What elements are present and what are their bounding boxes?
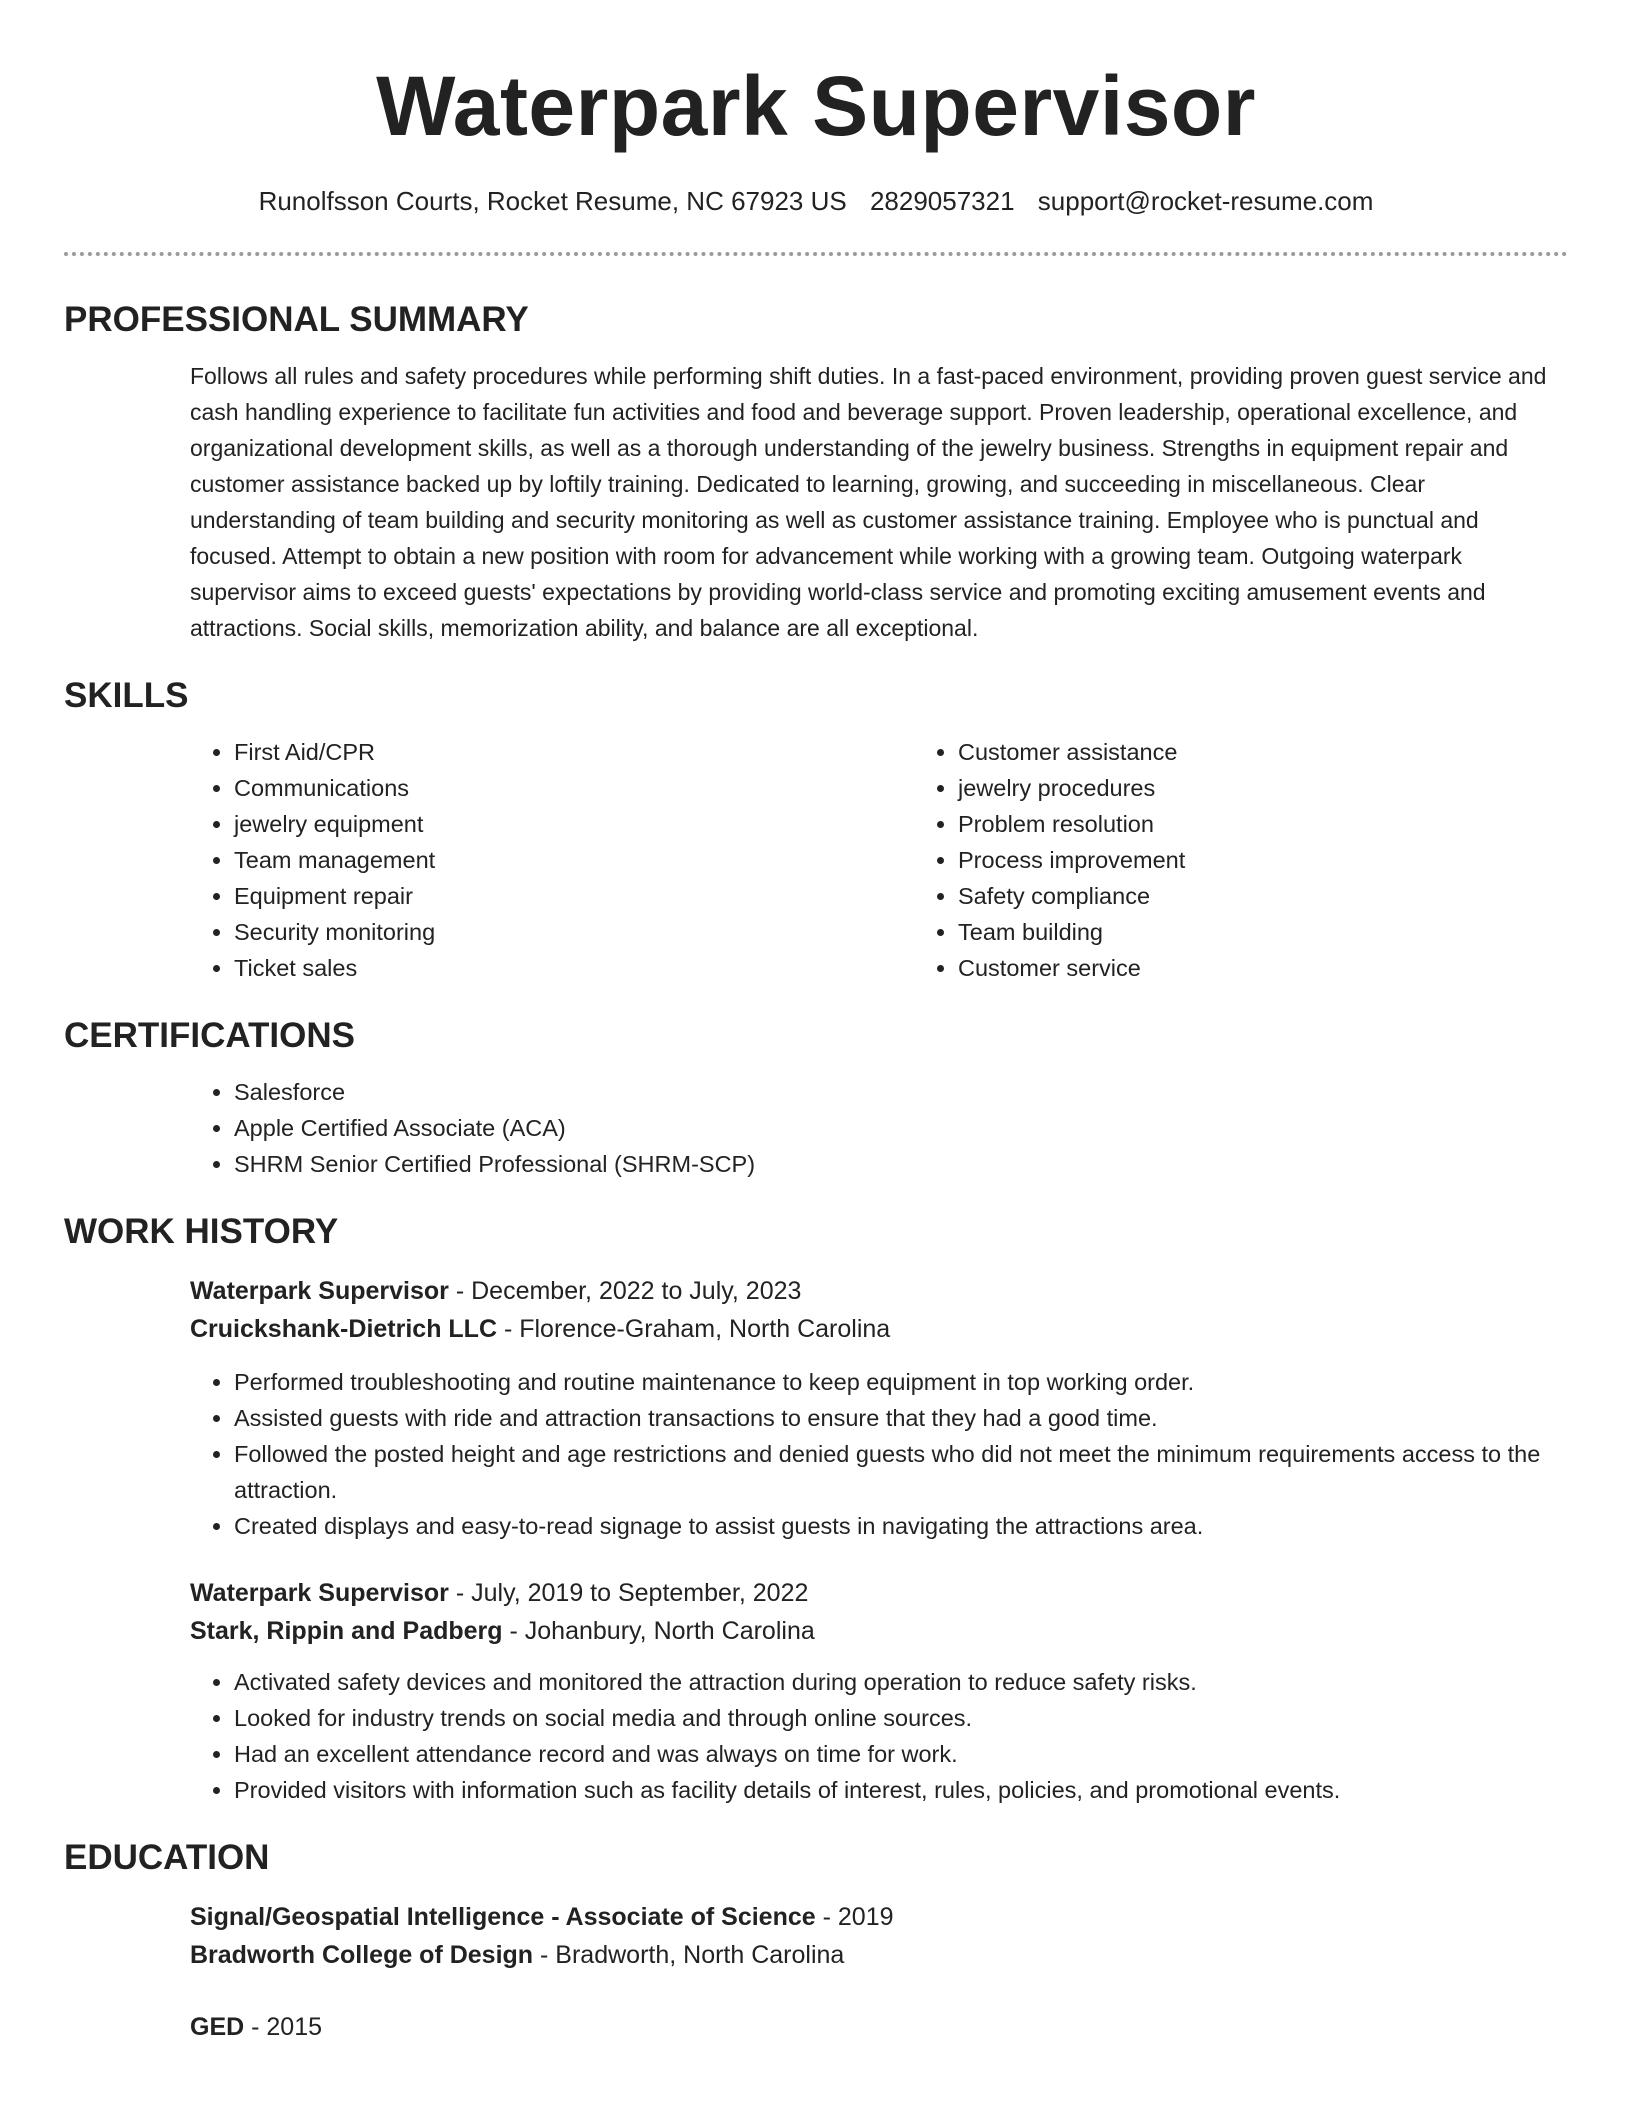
job-role: Waterpark Supervisor	[190, 1277, 449, 1305]
list-item: • jewelry equipment	[234, 806, 914, 842]
job-duties-list	[190, 1664, 1568, 1808]
job-title-line	[190, 1272, 1568, 1310]
list-item: • First Aid/CPR	[234, 734, 914, 770]
list-item: • Security monitoring	[234, 914, 914, 950]
list-item: • Equipment repair	[234, 878, 914, 914]
work-history-heading: WORK HISTORY	[64, 1212, 339, 1251]
job-location: - Florence-Graham, North Carolina	[497, 1315, 891, 1343]
list-item: • Process improvement	[958, 842, 1632, 878]
summary-heading: PROFESSIONAL SUMMARY	[64, 300, 529, 339]
list-item: • Salesforce	[234, 1074, 1568, 1110]
list-item: • Created displays and easy-to-read signage to assist guests in navigating the attractions area.	[234, 1508, 1568, 1544]
job-role: Waterpark Supervisor	[190, 1579, 449, 1607]
education-year: - 2019	[815, 1903, 894, 1931]
list-item: • Safety compliance	[958, 878, 1632, 914]
list-item: • Looked for industry trends on social media and through online sources.	[234, 1700, 1568, 1736]
job-company-line	[190, 1310, 1568, 1348]
contact-line	[64, 184, 1568, 218]
summary-section	[64, 298, 1568, 646]
list-item: • Ticket sales	[234, 950, 914, 986]
list-item: • Team management	[234, 842, 914, 878]
education-school-line	[190, 1936, 1568, 1974]
list-item: • Problem resolution	[958, 806, 1632, 842]
skills-heading: SKILLS	[64, 676, 189, 715]
resume-page	[64, 0, 1568, 2046]
header-divider	[64, 252, 1568, 256]
list-item: • jewelry procedures	[958, 770, 1632, 806]
skills-list-right	[914, 734, 1632, 986]
job-entry	[64, 1272, 1568, 1544]
list-item: • SHRM Senior Certified Professional (SHRM-SCP)	[234, 1146, 1568, 1182]
education-degree: GED	[190, 2013, 245, 2041]
job-location: - Johanbury, North Carolina	[502, 1617, 815, 1645]
education-heading: EDUCATION	[64, 1838, 270, 1877]
education-location: - Bradworth, North Carolina	[533, 1941, 845, 1969]
education-entry	[64, 1898, 1568, 1974]
list-item: • Customer service	[958, 950, 1632, 986]
list-item: • Customer assistance	[958, 734, 1632, 770]
education-entry	[64, 2008, 1568, 2046]
job-dates: - July, 2019 to September, 2022	[448, 1579, 809, 1607]
certifications-heading: CERTIFICATIONS	[64, 1016, 356, 1055]
certifications-list	[190, 1074, 1568, 1182]
contact-address: Runolfsson Courts, Rocket Resume, NC 67923 US	[258, 186, 847, 216]
list-item: • Team building	[958, 914, 1632, 950]
contact-phone: 2829057321	[869, 186, 1015, 216]
list-item: • Apple Certified Associate (ACA)	[234, 1110, 1568, 1146]
job-company-line	[190, 1612, 1568, 1650]
candidate-name: Waterpark Supervisor	[376, 59, 1256, 153]
job-title-line	[190, 1574, 1568, 1612]
education-degree-line	[190, 2008, 1568, 2046]
certifications-section	[64, 1014, 1568, 1182]
education-degree: Signal/Geospatial Intelligence - Associate of Science	[190, 1903, 816, 1931]
skills-section	[64, 674, 1568, 986]
list-item: • Followed the posted height and age restrictions and denied guests who did not meet the minimum requirements access to the attraction.	[234, 1436, 1568, 1508]
list-item: • Assisted guests with ride and attraction transactions to ensure that they had a good time.	[234, 1400, 1568, 1436]
job-entry	[64, 1574, 1568, 1808]
education-year: - 2015	[244, 2013, 323, 2041]
education-school: Bradworth College of Design	[190, 1941, 534, 1969]
job-dates: - December, 2022 to July, 2023	[448, 1277, 802, 1305]
list-item: • Communications	[234, 770, 914, 806]
list-item: • Provided visitors with information such as facility details of interest, rules, policies, and promotional events.	[234, 1772, 1568, 1808]
job-duties-list	[190, 1364, 1568, 1544]
job-company: Stark, Rippin and Padberg	[190, 1617, 503, 1645]
list-item: • Activated safety devices and monitored the attraction during operation to reduce safety risks.	[234, 1664, 1568, 1700]
education-degree-line	[190, 1898, 1568, 1936]
contact-email: support@rocket-resume.com	[1037, 186, 1374, 216]
education-section	[64, 1836, 1568, 2046]
work-history-section	[64, 1210, 1568, 1808]
job-company: Cruickshank-Dietrich LLC	[190, 1315, 498, 1343]
list-item: • Performed troubleshooting and routine maintenance to keep equipment in top working order.	[234, 1364, 1568, 1400]
summary-text: Follows all rules and safety procedures while performing shift duties. In a fast-paced environment, providing proven guest service and cash handling experience to facilitate fun activities and food and beverage support. Proven leadership, operational excellence, and organizational development skills, as well as a thorough understanding of the jewelry business. Strengths in equipment repair and customer assistance backed up by loftily training. Dedicated to learning, growing, and succeeding in miscellaneous. Clear understanding of team building and security monitoring as well as customer assistance training. Employee who is punctual and focused. Attempt to obtain a new position with room for advancement while working with a growing team. Outgoing waterpark supervisor aims to exceed guests' expectations by providing world-class service and promoting exciting amusement events and attractions. Social skills, memorization ability, and balance are all exceptional.	[190, 363, 1547, 641]
skills-list-left	[190, 734, 914, 986]
list-item: • Had an excellent attendance record and was always on time for work.	[234, 1736, 1568, 1772]
